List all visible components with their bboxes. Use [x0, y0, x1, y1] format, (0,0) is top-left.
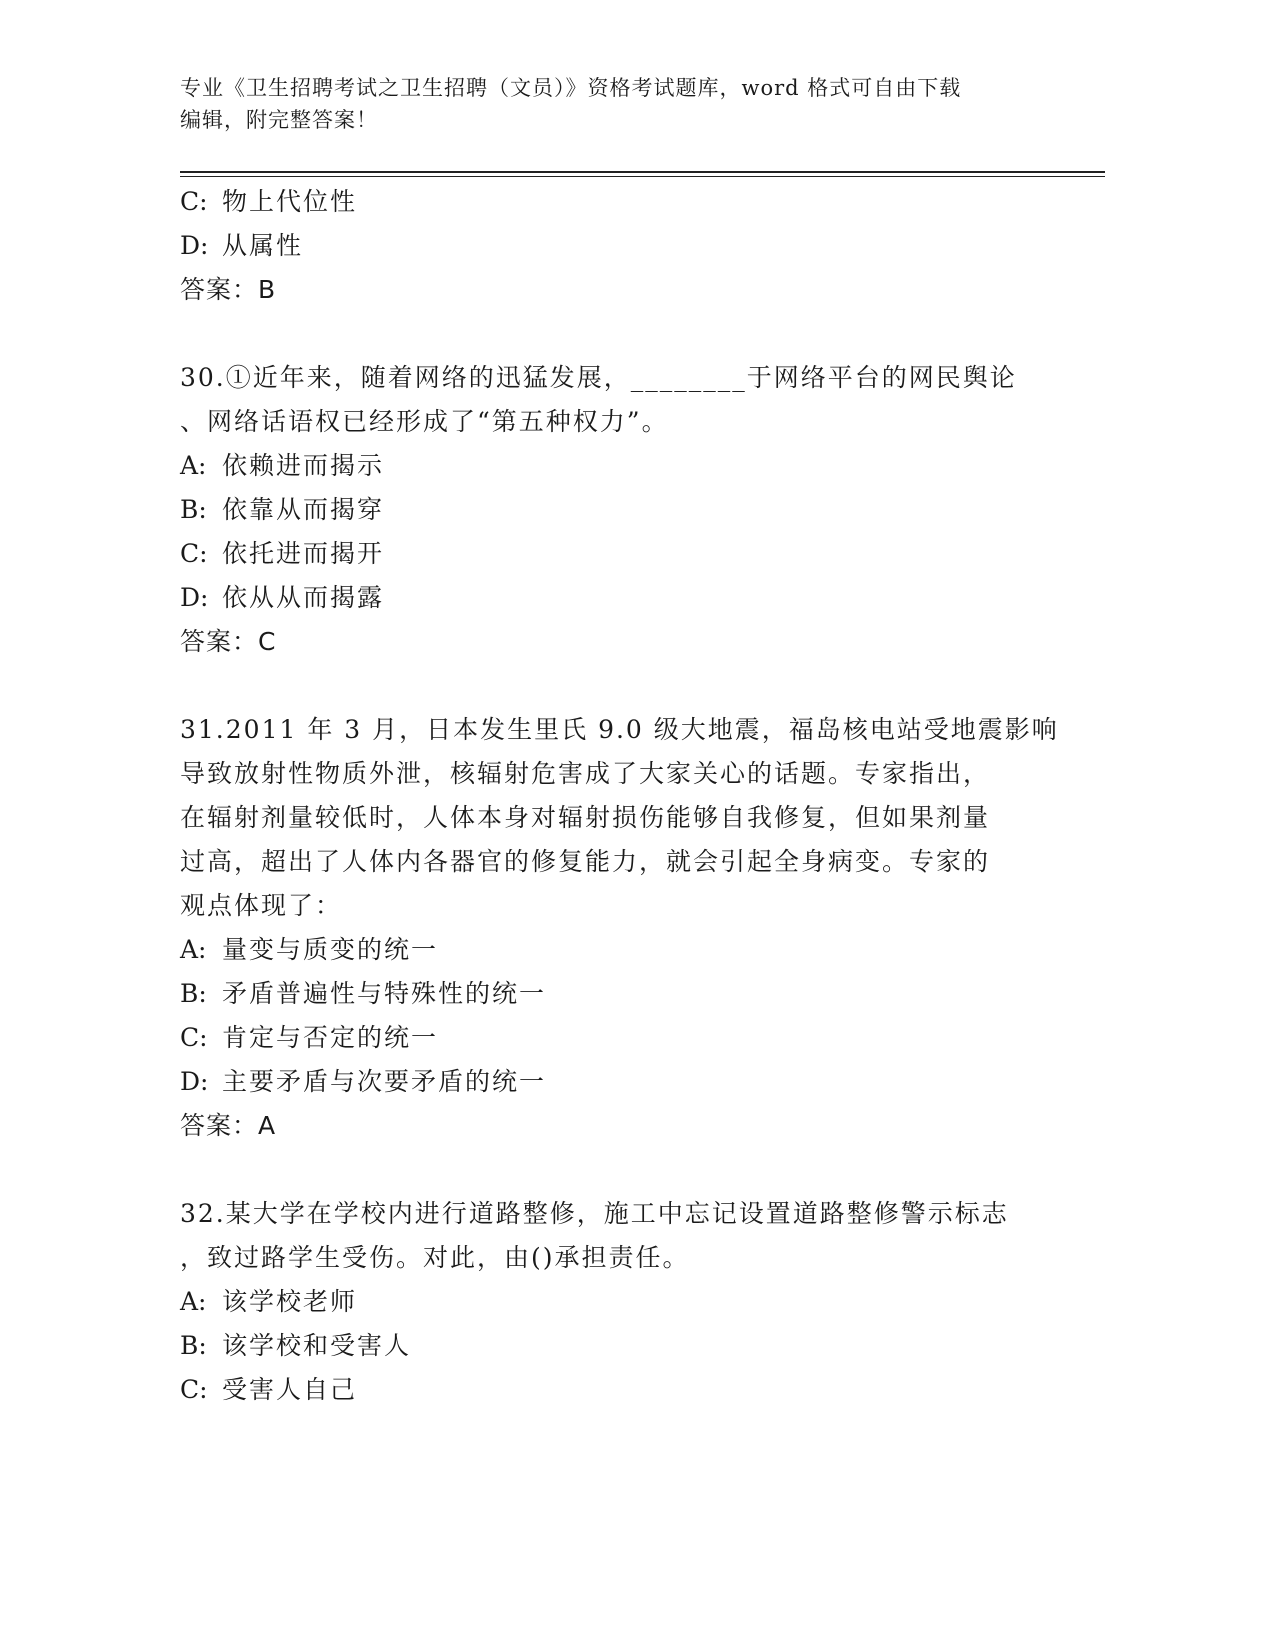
option-b	[180, 488, 1080, 532]
option-text: 受害人自己	[222, 1375, 358, 1404]
header-divider-thin	[180, 176, 1105, 177]
option-a	[180, 444, 1080, 488]
spacer	[180, 664, 1080, 708]
option-a	[180, 1280, 1080, 1324]
option-label: A:	[180, 935, 207, 964]
question-31	[180, 708, 1080, 1148]
option-text: 物上代位性	[222, 187, 358, 216]
question-stem-line: 31.2011 年 3 月，日本发生里氏 9.0 级大地震，福岛核电站受地震影响	[180, 715, 1059, 744]
option-label: D:	[180, 231, 209, 260]
option-text: 该学校和受害人	[222, 1331, 412, 1360]
option-label: A:	[180, 451, 207, 480]
option-b	[180, 972, 1080, 1016]
question-stem-line: 过高，超出了人体内各器官的修复能力，就会引起全身病变。专家的	[180, 847, 991, 876]
option-label: C:	[180, 1375, 208, 1404]
option-c	[180, 532, 1080, 576]
option-c	[180, 180, 1080, 224]
option-label: C:	[180, 1023, 208, 1052]
option-text: 肯定与否定的统一	[222, 1023, 439, 1052]
option-text: 依从从而揭露	[222, 583, 385, 612]
header-line-2: 编辑，附完整答案！	[180, 108, 378, 132]
option-c	[180, 1016, 1080, 1060]
option-label: A:	[180, 1287, 207, 1316]
option-d	[180, 576, 1080, 620]
option-label: C:	[180, 187, 208, 216]
option-text: 主要矛盾与次要矛盾的统一	[222, 1067, 547, 1096]
question-stem-line: 导致放射性物质外泄，核辐射危害成了大家关心的话题。专家指出，	[180, 759, 991, 788]
option-text: 该学校老师	[222, 1287, 358, 1316]
answer-line: 答案：C	[180, 627, 277, 656]
option-text: 量变与质变的统一	[222, 935, 439, 964]
option-text: 依赖进而揭示	[222, 451, 385, 480]
question-stem-line: 观点体现了：	[180, 891, 343, 920]
document-header	[180, 72, 1060, 136]
spacer	[180, 312, 1080, 356]
option-label: D:	[180, 583, 209, 612]
question-stem-line: 、网络话语权已经形成了“第五种权力”。	[180, 407, 669, 436]
option-text: 依靠从而揭穿	[222, 495, 385, 524]
option-a	[180, 928, 1080, 972]
question-30	[180, 356, 1080, 664]
question-29-tail	[180, 180, 1080, 312]
question-stem-line: 30.①近年来，随着网络的迅猛发展，________于网络平台的网民舆论	[180, 363, 1017, 392]
option-d	[180, 1060, 1080, 1104]
option-b	[180, 1324, 1080, 1368]
option-text: 依托进而揭开	[222, 539, 385, 568]
option-text: 从属性	[222, 231, 304, 260]
option-text: 矛盾普遍性与特殊性的统一	[222, 979, 547, 1008]
answer-line: 答案：A	[180, 1111, 277, 1140]
question-stem-line: 在辐射剂量较低时，人体本身对辐射损伤能够自我修复，但如果剂量	[180, 803, 991, 832]
answer-line: 答案：B	[180, 275, 277, 304]
option-label: D:	[180, 1067, 209, 1096]
option-label: B:	[180, 1331, 207, 1360]
option-d	[180, 224, 1080, 268]
option-label: B:	[180, 979, 207, 1008]
question-stem-line: 32.某大学在学校内进行道路整修，施工中忘记设置道路整修警示标志	[180, 1199, 1009, 1228]
question-32	[180, 1192, 1080, 1412]
header-divider-thick	[180, 171, 1105, 173]
option-label: C:	[180, 539, 208, 568]
option-label: B:	[180, 495, 207, 524]
spacer	[180, 1148, 1080, 1192]
document-body	[180, 180, 1080, 1412]
option-c	[180, 1368, 1080, 1412]
header-line-1: 专业《卫生招聘考试之卫生招聘（文员）》资格考试题库，word 格式可自由下载	[180, 76, 962, 100]
question-stem-line: ，致过路学生受伤。对此，由()承担责任。	[180, 1243, 690, 1272]
